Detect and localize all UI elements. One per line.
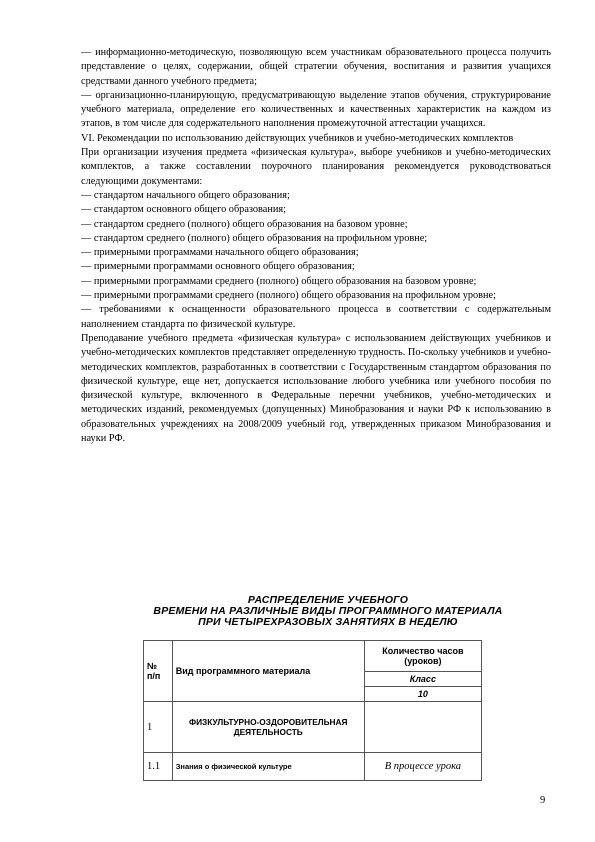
list-item: — примерными программами среднего (полного) общего образования на базовом уровне; [81,275,477,287]
row-hours: В процессе урока [364,753,481,781]
table-header-row [144,641,482,672]
table-heading-line: ПРИ ЧЕТЫРЕХРАЗОВЫХ ЗАНЯТИЯХ В НЕДЕЛЮ [198,616,458,629]
row-material: Знания о физической культуре [172,753,364,781]
header-number: № п/п [144,641,173,702]
row-number: 1.1 [144,753,173,781]
header-class: Класс [364,671,481,686]
list-item: — примерными программами среднего (полного) общего образования на профильном уровне; [81,290,496,302]
table-heading [100,595,556,629]
section-heading: VI. Рекомендации по использованию действующих учебников и учебно-методических комплектов [81,132,514,144]
table-heading-line: ВРЕМЕНИ НА РАЗЛИЧНЫЕ ВИДЫ ПРОГРАММНОГО МАТЕРИАЛА [153,605,503,618]
table-heading-line: РАСПРЕДЕЛЕНИЕ УЧЕБНОГО [247,594,409,606]
paragraph: — организационно-планирующую, предусматривающую выделение этапов обучения, структурирование учебного материала, определение его количественных и качественных характеристик на каждом из этапов, в том числе для содержательного наполнения промежуточной аттестации учащихся. [81,89,551,130]
paragraph: — информационно-методическую, позволяющую всем участникам образовательного процесса получить представление о целях, содержании, общей стратегии обучения, воспитания и развития учащихся средствами данного учебного предмета; [81,47,551,87]
header-hours: Количество часов (уроков) [364,641,481,672]
table-row [144,702,482,753]
list-item: — стандартом основного общего образования; [81,204,286,216]
program-hours-table [143,640,482,781]
header-material: Вид программного материала [172,641,364,702]
list-item: — примерными программами начального общего образования; [81,247,359,259]
list-item: — примерными программами основного общего образования; [81,261,355,273]
table-row [144,753,482,781]
body-text [81,46,551,446]
row-number: 1 [144,702,173,753]
page-number: 9 [540,795,546,806]
paragraph: Преподавание учебного предмета «физическая культура» с использованием действующих учебников и учебно-методических комплектов представляет определенную трудность. По-скольку учебников и учебно-методических комплектов, разработанных в соответствии с Государственным стандартом образования по физической культуре, еще нет, допускается использование любого учебника или учебного пособия по физической культуре, включенного в Федеральные перечни учебников, учебно-методических и методических изданий, рекомендуемых (допущенных) Минобразования и науки РФ к использованию в образовательных учреждениях на 2008/2009 учебный год, утвержденных приказом Минобразования и науки РФ. [81,332,551,445]
row-material: ФИЗКУЛЬТУРНО-ОЗДОРОВИТЕЛЬНАЯ ДЕЯТЕЛЬНОСТЬ [172,702,364,753]
paragraph: При организации изучения предмета «физическая культура», выборе учебников и учебно-методических комплектов, а также составлении поурочного планирования рекомендуется руководствоваться следующими документами: [81,147,551,187]
list-item: — стандартом начального общего образования; [81,189,290,201]
row-hours [364,702,481,753]
list-item: — стандартом среднего (полного) общего образования на профильном уровне; [81,232,428,244]
list-item: — стандартом среднего (полного) общего образования на базовом уровне; [81,218,408,230]
header-grade: 10 [364,686,481,701]
list-item: — требованиями к оснащенности образовательного процесса в соответствии с содержательным наполнением стандарта по физической культуре. [81,304,551,330]
